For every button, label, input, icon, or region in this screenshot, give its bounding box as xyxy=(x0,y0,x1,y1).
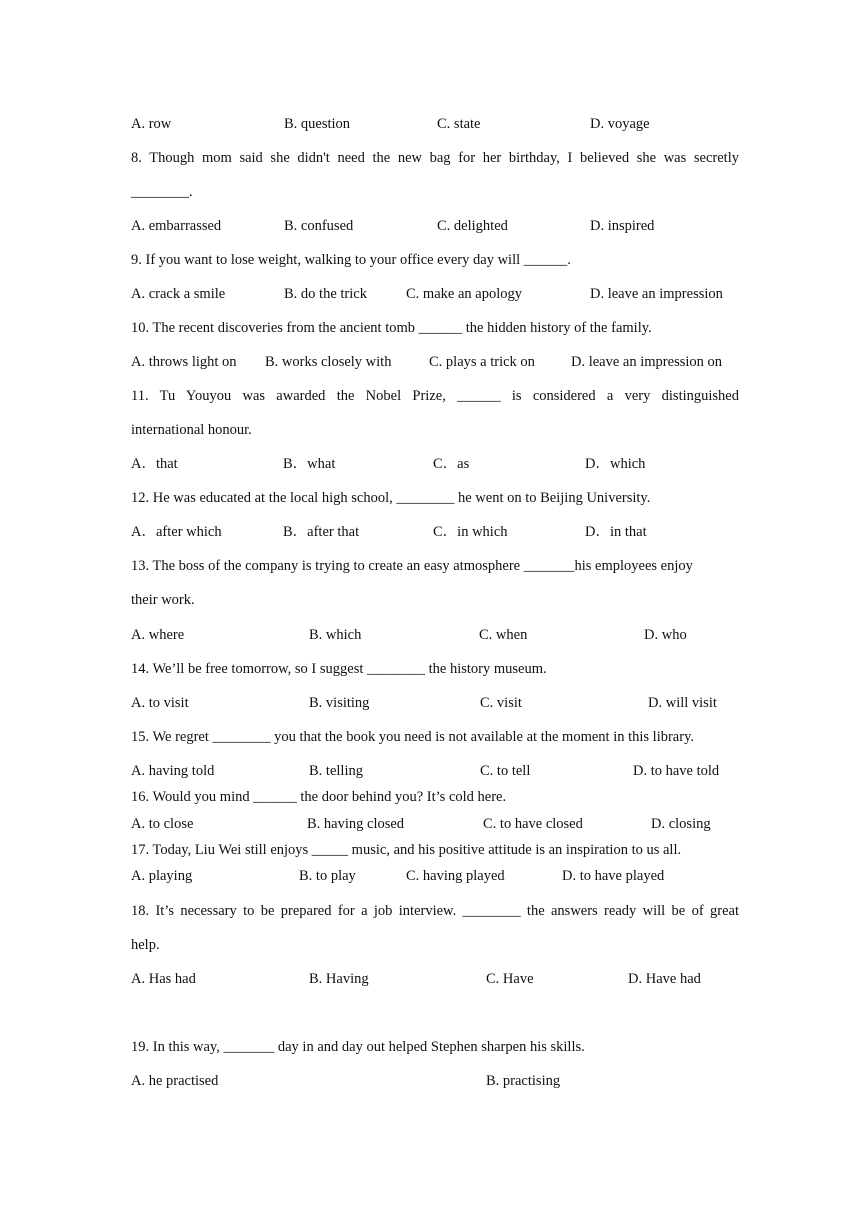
question-stem: ________. xyxy=(131,184,193,200)
option-c: C. having played xyxy=(406,868,505,884)
question-stem: 8. Though mom said she didn't need the new bag for her birthday, I believed she was secretly xyxy=(131,150,739,166)
option-c: C．in which xyxy=(433,524,508,540)
question-stem: 13. The boss of the company is trying to create an easy atmosphere _______his employees enjoy xyxy=(131,558,693,574)
option-a: A. to visit xyxy=(131,695,189,711)
option-a: A. embarrassed xyxy=(131,218,222,234)
option-b: B. having closed xyxy=(307,816,405,832)
option-a: A. crack a smile xyxy=(131,286,226,302)
option-b: B. do the trick xyxy=(284,286,367,302)
option-b: B．after that xyxy=(283,524,360,540)
option-a: A．after which xyxy=(131,524,222,540)
question-stem: 10. The recent discoveries from the ancient tomb ______ the hidden history of the family. xyxy=(131,320,652,336)
option-a: A．that xyxy=(131,456,178,472)
option-a: A. where xyxy=(131,627,185,643)
option-c: C. plays a trick on xyxy=(429,354,535,370)
option-c: C. when xyxy=(479,627,528,643)
option-d: D．in that xyxy=(585,524,647,540)
question-stem: 16. Would you mind ______ the door behind you? It’s cold here. xyxy=(131,789,507,805)
option-a: A. row xyxy=(131,116,172,132)
question-stem: 14. We’ll be free tomorrow, so I suggest ________ the history museum. xyxy=(131,661,547,677)
option-d: D. closing xyxy=(651,816,711,832)
question-stem: 15. We regret ________ you that the book you need is not available at the moment in this library. xyxy=(131,729,695,745)
option-d: D. voyage xyxy=(590,116,650,132)
option-c: C. visit xyxy=(480,695,522,711)
option-c: C. make an apology xyxy=(406,286,522,302)
question-stem: 12. He was educated at the local high school, ________ he went on to Beijing University. xyxy=(131,490,651,506)
option-b: B. which xyxy=(309,627,362,643)
option-b: B. Having xyxy=(309,971,369,987)
option-a: A. playing xyxy=(131,868,193,884)
option-c: C．as xyxy=(433,456,470,472)
option-b: B. works closely with xyxy=(265,354,392,370)
option-d: D. to have played xyxy=(562,868,665,884)
option-d: D．which xyxy=(585,456,646,472)
question-stem: 17. Today, Liu Wei still enjoys _____ music, and his positive attitude is an inspiration to us all. xyxy=(131,842,682,858)
option-c: C. Have xyxy=(486,971,534,987)
option-b: B. telling xyxy=(309,763,363,779)
option-d: D. Have had xyxy=(628,971,701,987)
option-c: C. delighted xyxy=(437,218,508,234)
option-a: A. to close xyxy=(131,816,194,832)
question-stem: 9. If you want to lose weight, walking to your office every day will ______. xyxy=(131,252,571,268)
option-a: A. having told xyxy=(131,763,215,779)
option-d: D. will visit xyxy=(648,695,717,711)
option-d: D. leave an impression xyxy=(590,286,723,302)
option-d: D. leave an impression on xyxy=(571,354,723,370)
option-c: C. to tell xyxy=(480,763,531,779)
option-c: C. state xyxy=(437,116,481,132)
option-d: D. to have told xyxy=(633,763,720,779)
option-b: B. visiting xyxy=(309,695,370,711)
option-d: D. inspired xyxy=(590,218,655,234)
option-d: D. who xyxy=(644,627,687,643)
option-b: B. confused xyxy=(284,218,354,234)
option-a: A. Has had xyxy=(131,971,196,987)
option-c: C. to have closed xyxy=(483,816,583,832)
question-stem: international honour. xyxy=(131,422,252,438)
option-b: B. practising xyxy=(486,1073,561,1089)
question-stem: 11. Tu Youyou was awarded the Nobel Prize, ______ is considered a very distinguished xyxy=(131,388,739,404)
option-b: B．what xyxy=(283,456,336,472)
option-b: B. question xyxy=(284,116,351,132)
option-b: B. to play xyxy=(299,868,356,884)
question-stem: their work. xyxy=(131,592,195,608)
option-a: A. throws light on xyxy=(131,354,237,370)
question-stem: help. xyxy=(131,937,160,953)
question-stem: 19. In this way, _______ day in and day out helped Stephen sharpen his skills. xyxy=(131,1039,585,1055)
option-a: A. he practised xyxy=(131,1073,219,1089)
question-stem: 18. It’s necessary to be prepared for a job interview. ________ the answers ready will be of great xyxy=(131,903,739,919)
